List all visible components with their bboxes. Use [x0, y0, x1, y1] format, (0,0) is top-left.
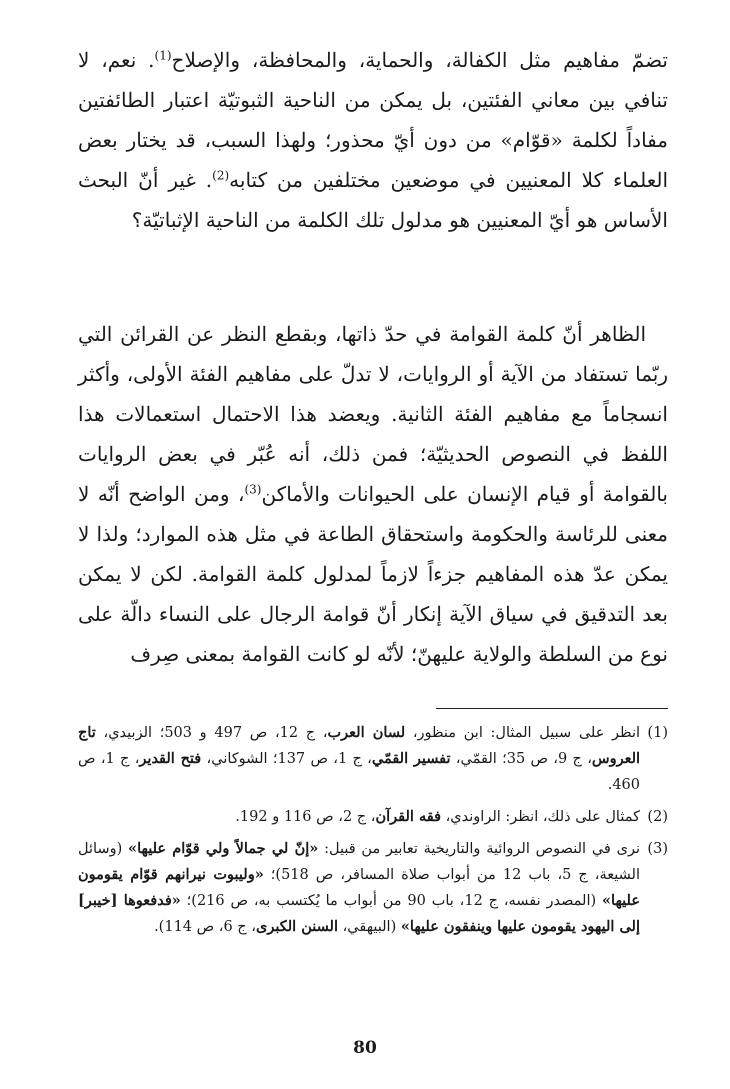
source-title: «فدفعوها [خيبر] إلى اليهود يقومون عليها وينفقون عليها»: [78, 892, 640, 935]
footnote-text: [78, 720, 640, 798]
footnote-segment: كمثال على ذلك، انظر: الراوندي،: [441, 809, 640, 825]
footnote-segment: نرى في النصوص الروائية والتاريخية تعابير من قبيل:: [318, 841, 641, 857]
footnote-number: (1): [647, 725, 668, 741]
paragraph-text: . غير أنّ البحث الأساس هو أيّ المعنيين هو مدلول تلك الكلمة من الناحية الإثباتيّة؟: [78, 168, 668, 232]
footnote-segment: ، ج 1، ص 137؛ الشوكاني،: [201, 751, 372, 767]
footnote-segment: انظر على سبيل المثال: ابن منظور،: [405, 725, 641, 741]
page-number: 80: [353, 1038, 377, 1058]
footnote-ref-2[interactable]: (2): [212, 168, 230, 183]
footnote-segment: (وسائل الشيعة، ج 5، باب 12 من أبواب صلاة المسافر، ص 518)؛: [78, 841, 640, 883]
paragraph-text: الظاهر أنّ كلمة القوامة في حدّ ذاتها، وبقطع النظر عن القرائن التي ربّما تستفاد من الآية أو الروايات، لا تدلّ على مفاهيم الفئة الأولى، وأكثر انسجاماً مع مفاهيم الفئة الثانية. ويعضد هذا الاحتمال استعمالات هذا اللفظ في النصوص الحديثيّة؛ فمن ذلك، أنه عُبّر في بعض الروايات بالقوامة أو قيام الإنسان على الحيوانات والأماكن: [78, 322, 668, 506]
footnote-ref-3[interactable]: (3): [244, 482, 262, 497]
footnote-text: [78, 804, 640, 830]
footnote-text: [78, 836, 640, 940]
footnote-segment: (البيهقي،: [338, 919, 401, 935]
paragraph-text: . نعم، لا تنافي بين معاني الفئتين، بل يمكن من الناحية الثبوتيّة اعتبار الطائفتين مفاداً لكلمة «قوّام» من دون أيّ محذور؛ ولهذا السبب، قد يختار بعض العلماء كلا المعنيين في موضعين مختلفين من كتابه: [78, 48, 669, 192]
footnote-ref-1[interactable]: (1): [154, 48, 172, 63]
source-title: فقه القرآن: [375, 808, 442, 825]
footnote-number: (2): [647, 809, 668, 825]
body-paragraph-1: [78, 40, 668, 240]
footnotes-section: [78, 720, 668, 946]
source-title: تفسير القمّي: [371, 750, 451, 767]
body-paragraph-2: [78, 314, 668, 674]
source-title: «وليبوت نيرانهم قوّام يقومون عليها»: [78, 866, 640, 909]
paragraph-text: ، ومن الواضح أنّه لا معنى للرئاسة والحكومة واستحقاق الطاعة في مثل هذه الموارد؛ ولذا لا يمكن عدّ هذه المفاهيم جزءاً لازماً لمدلول كلمة القوامة. لكن لا يمكن بعد التدقيق في سياق الآية إنكار أنّ قوامة الرجال على النساء دالّة على نوع من السلطة والولاية عليهنّ؛ لأنّه لو كانت القوامة بمعنى صِرف: [78, 482, 668, 666]
paragraph-text: تضمّ مفاهيم مثل الكفالة، والحماية، والمحافظة، والإصلاح: [171, 48, 668, 72]
footnote-segment: ، ج 6، ص 114).: [154, 919, 256, 935]
source-title: فتح القدير: [139, 750, 202, 767]
footnote-2: [78, 804, 668, 830]
footnote-segment: ، ج 1، ص 460.: [78, 751, 640, 793]
source-title: «إنّ لي جمالاً ولي قوّام عليها»: [128, 840, 319, 857]
footnote-segment: ، ج 9، ص 35؛ القمّي،: [450, 751, 592, 767]
footnote-number: (3): [647, 841, 668, 857]
footnote-segment: ، ج 2، ص 116 و 192.: [235, 809, 376, 825]
source-title: تاج العروس: [78, 724, 641, 767]
footnote-segment: (المصدر نفسه، ج 12، باب 90 من أبواب ما يُكتسب به، ص 216)؛: [180, 893, 602, 909]
footnote-3: [78, 836, 668, 940]
source-title: السنن الكبرى: [255, 918, 338, 935]
footnote-segment: ، ج 12، ص 497 و 503؛ الزبيدي،: [95, 725, 328, 741]
footnote-1: [78, 720, 668, 798]
source-title: لسان العرب: [327, 724, 406, 741]
footnote-separator: [436, 708, 668, 709]
